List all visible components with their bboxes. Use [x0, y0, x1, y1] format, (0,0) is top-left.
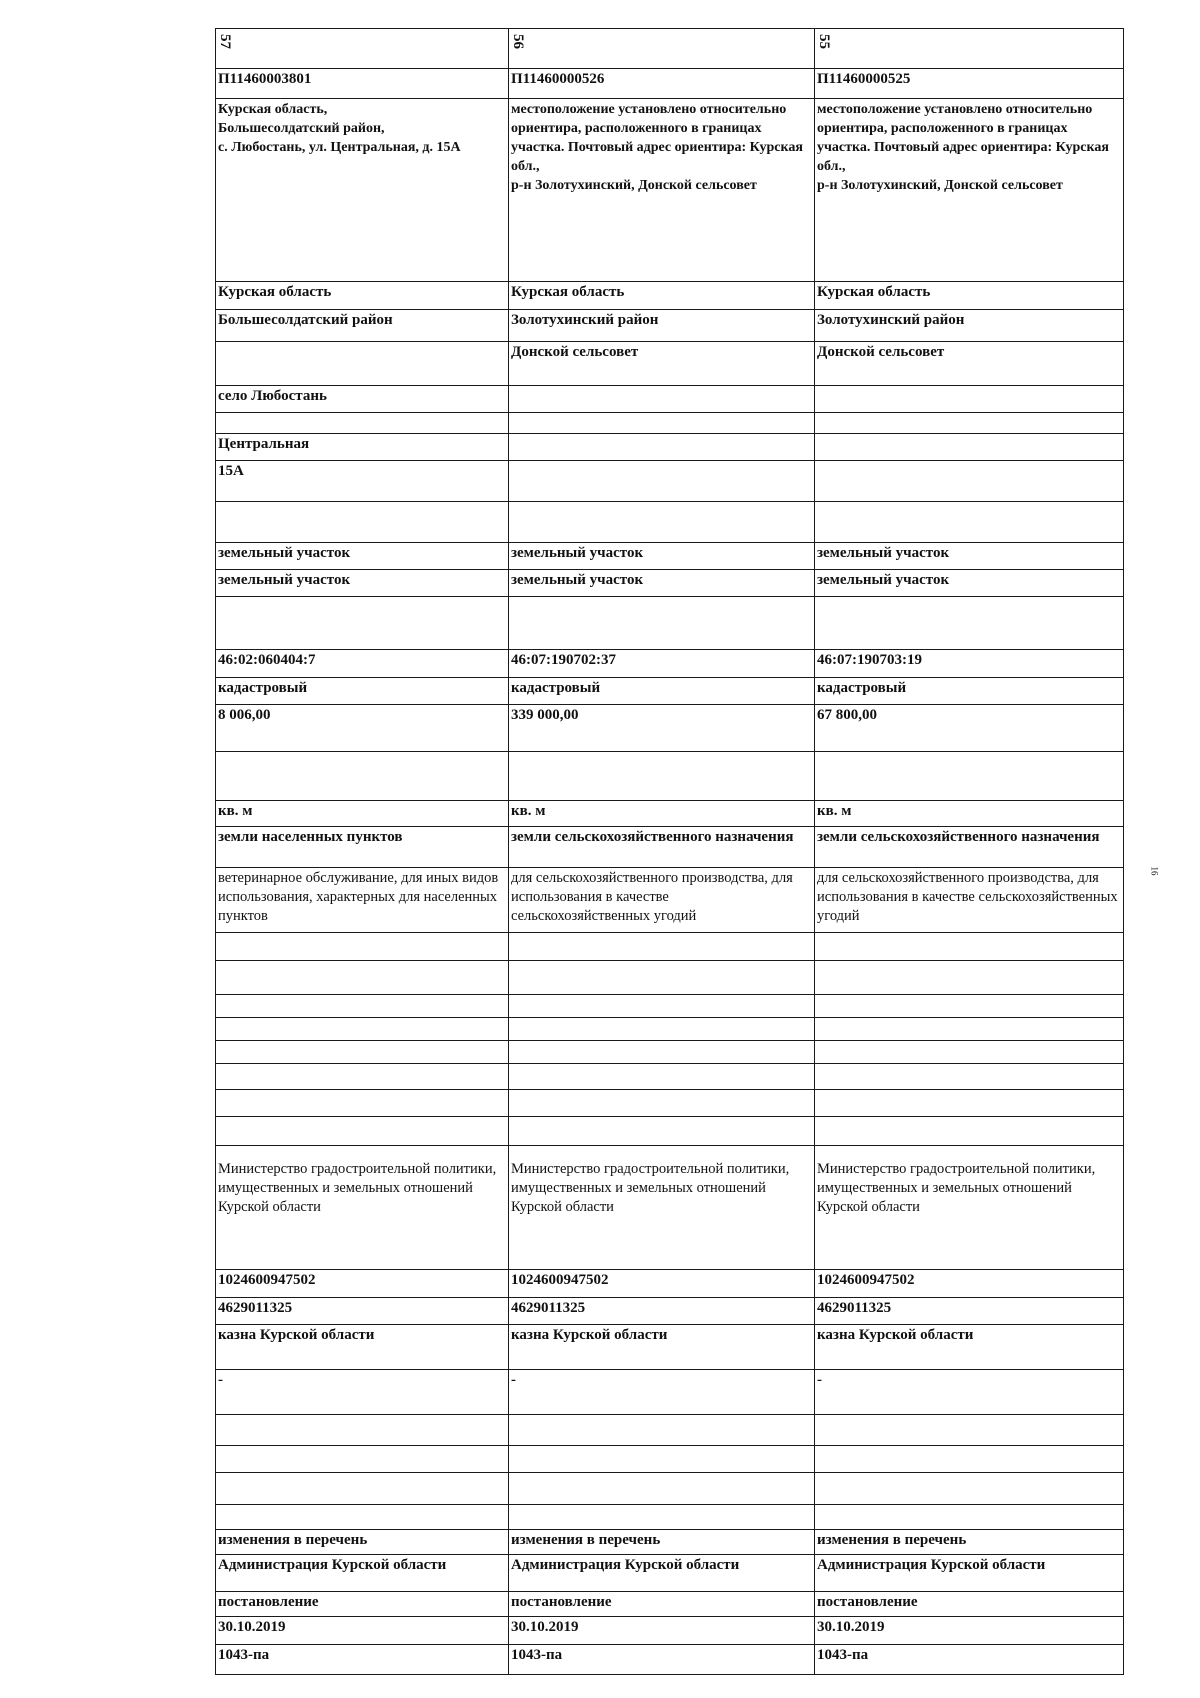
table-cell [216, 29, 509, 69]
cell-text: для сельскохозяйственного производства, для использования в качестве сельскохозяйственных угодий [511, 870, 793, 924]
table-row [216, 413, 1124, 434]
table-cell [509, 413, 815, 434]
table-cell [509, 961, 815, 995]
table-cell [216, 1473, 509, 1505]
table-row [216, 386, 1124, 413]
cell-text: 46:07:190703:19 [817, 652, 922, 668]
cell-text: Курская область [218, 284, 332, 300]
cell-text: 1043-па [218, 1647, 270, 1663]
table-cell [509, 597, 815, 650]
cell-text: Министерство градостроительной политики, имущественных и земельных отношений Курской области [511, 1161, 790, 1215]
cell-text: Министерство градостроительной политики, имущественных и земельных отношений Курской области [817, 1161, 1096, 1215]
cell-text: Золотухинский район [817, 312, 965, 328]
cell-text: кадастровый [817, 680, 907, 696]
cell-text: кадастровый [218, 680, 308, 696]
table-cell [509, 1146, 815, 1270]
cell-text: П11460000526 [511, 71, 605, 87]
cell-text: земли сельскохозяйственного назначения [511, 829, 794, 845]
table-cell [815, 434, 1124, 461]
cell-text: земли населенных пунктов [218, 829, 403, 845]
table-cell [509, 1325, 815, 1370]
table-cell [815, 310, 1124, 342]
table-cell [815, 1270, 1124, 1298]
table-row [216, 1592, 1124, 1617]
table-row [216, 801, 1124, 827]
table-cell [815, 827, 1124, 868]
cell-text: земельный участок [218, 572, 351, 588]
table-cell [815, 933, 1124, 961]
table-cell [216, 1064, 509, 1090]
table-row [216, 1270, 1124, 1298]
table-cell [509, 1592, 815, 1617]
cell-text: 1024600947502 [511, 1272, 609, 1288]
cell-text: постановление [511, 1594, 612, 1610]
table-cell [815, 801, 1124, 827]
table-cell [216, 650, 509, 678]
cell-text: 4629011325 [218, 1300, 293, 1316]
cell-text: 30.10.2019 [218, 1619, 286, 1635]
table-cell [509, 752, 815, 801]
table-cell [509, 1555, 815, 1592]
cell-text: местоположение установлено относительно ориентира, расположенного в границах участка. Почтовый адрес ориентира: Курская обл., р-н Золотухинский, Донской сельсовет [511, 102, 803, 193]
table-row [216, 1018, 1124, 1041]
table-cell [509, 1117, 815, 1146]
cell-text: Центральная [218, 436, 310, 452]
table-cell [509, 1505, 815, 1530]
table-cell [509, 1041, 815, 1064]
table-cell [509, 502, 815, 543]
cell-text: 67 800,00 [817, 707, 877, 723]
cell-text: земельный участок [817, 545, 950, 561]
table-cell [216, 678, 509, 705]
table-cell [216, 1146, 509, 1270]
table-cell [509, 99, 815, 282]
page-number: 16 [1149, 866, 1160, 876]
cell-text: 15А [218, 463, 244, 479]
cell-text: земли сельскохозяйственного назначения [817, 829, 1100, 845]
table-cell [216, 801, 509, 827]
table-row [216, 543, 1124, 570]
table-cell [216, 386, 509, 413]
table-cell [216, 1617, 509, 1645]
table-row [216, 678, 1124, 705]
table-cell [509, 282, 815, 310]
cell-text: постановление [817, 1594, 918, 1610]
table-cell [216, 342, 509, 386]
table-row [216, 1041, 1124, 1064]
cell-text: для сельскохозяйственного производства, для использования в качестве сельскохозяйственных угодий [817, 870, 1118, 924]
table-cell [509, 827, 815, 868]
table-cell [509, 1270, 815, 1298]
table-cell [815, 597, 1124, 650]
table-cell [509, 868, 815, 933]
table-row [216, 99, 1124, 282]
table-row [216, 1617, 1124, 1645]
cell-text: Министерство градостроительной политики, имущественных и земельных отношений Курской области [218, 1161, 497, 1215]
cell-text: село Любостань [218, 388, 327, 404]
table-cell [216, 1298, 509, 1325]
table-cell [815, 961, 1124, 995]
table-cell [216, 1370, 509, 1415]
table-row [216, 1505, 1124, 1530]
cell-text: Курская область [511, 284, 625, 300]
table-cell [509, 1064, 815, 1090]
cell-text: 8 006,00 [218, 707, 271, 723]
table-row [216, 705, 1124, 752]
table-cell [815, 1446, 1124, 1473]
table-row [216, 502, 1124, 543]
table-cell [815, 543, 1124, 570]
table-cell [509, 650, 815, 678]
cell-text: 30.10.2019 [817, 1619, 885, 1635]
table-cell [509, 933, 815, 961]
table-cell [216, 1505, 509, 1530]
table-row [216, 1473, 1124, 1505]
table-cell [509, 434, 815, 461]
cell-text: кв. м [218, 803, 253, 819]
table-row [216, 1298, 1124, 1325]
table-cell [216, 282, 509, 310]
table-cell [815, 1645, 1124, 1675]
table-row [216, 282, 1124, 310]
table-cell [815, 995, 1124, 1018]
table-cell [216, 961, 509, 995]
table-row [216, 1370, 1124, 1415]
table-row [216, 1064, 1124, 1090]
table-cell [815, 705, 1124, 752]
table-row [216, 933, 1124, 961]
cell-text: 4629011325 [511, 1300, 586, 1316]
table-cell [509, 461, 815, 502]
cell-text: кадастровый [511, 680, 601, 696]
cell-text: земельный участок [218, 545, 351, 561]
cell-text: Администрация Курской области [218, 1557, 447, 1573]
cell-text: кв. м [817, 803, 852, 819]
cell-text: Курская область, Большесолдатский район, с. Любостань, ул. Центральная, д. 15А [218, 102, 461, 155]
table-row [216, 1415, 1124, 1446]
table-cell [815, 868, 1124, 933]
column-number: 57 [217, 34, 233, 49]
cell-text: изменения в перечень [218, 1532, 368, 1548]
table-cell [815, 502, 1124, 543]
table-cell [216, 1018, 509, 1041]
cell-text: земельный участок [817, 572, 950, 588]
table-row [216, 1446, 1124, 1473]
cell-text: казна Курской области [218, 1327, 375, 1343]
table-cell [509, 1530, 815, 1555]
table-cell [815, 29, 1124, 69]
table-row [216, 310, 1124, 342]
table-cell [509, 310, 815, 342]
cell-text: Донской сельсовет [511, 344, 639, 360]
table-cell [815, 1146, 1124, 1270]
table-row [216, 827, 1124, 868]
table-cell [216, 1446, 509, 1473]
table-row [216, 1530, 1124, 1555]
table-row [216, 752, 1124, 801]
table-row [216, 1117, 1124, 1146]
table-row [216, 570, 1124, 597]
table-cell [815, 1117, 1124, 1146]
table-cell [509, 705, 815, 752]
table-cell [509, 1415, 815, 1446]
table-cell [815, 1041, 1124, 1064]
table-cell [509, 1473, 815, 1505]
cell-text: постановление [218, 1594, 319, 1610]
table-cell [815, 650, 1124, 678]
cell-text: Донской сельсовет [817, 344, 945, 360]
table-row [216, 961, 1124, 995]
table-cell [216, 868, 509, 933]
table-cell [815, 1018, 1124, 1041]
table-cell [815, 1530, 1124, 1555]
cell-text: земельный участок [511, 572, 644, 588]
table-row [216, 1146, 1124, 1270]
table-cell [216, 413, 509, 434]
table-cell [216, 752, 509, 801]
table-row [216, 461, 1124, 502]
table-cell [216, 1117, 509, 1146]
table-cell [815, 1592, 1124, 1617]
cell-text: 339 000,00 [511, 707, 579, 723]
table-cell [509, 801, 815, 827]
cell-text: 30.10.2019 [511, 1619, 579, 1635]
cell-text: местоположение установлено относительно ориентира, расположенного в границах участка. Почтовый адрес ориентира: Курская обл., р-н Золотухинский, Донской сельсовет [817, 102, 1109, 193]
table-row [216, 1325, 1124, 1370]
table-cell [216, 1555, 509, 1592]
table-cell [216, 1041, 509, 1064]
cell-text: 1024600947502 [218, 1272, 316, 1288]
cell-text: 46:07:190702:37 [511, 652, 616, 668]
table-cell [815, 99, 1124, 282]
cell-text: - [817, 1372, 822, 1388]
table-cell [216, 570, 509, 597]
cell-text: ветеринарное обслуживание, для иных видов использования, характерных для населенных пунктов [218, 870, 499, 924]
table-cell [815, 1555, 1124, 1592]
cell-text: П11460000525 [817, 71, 911, 87]
table-cell [509, 69, 815, 99]
table-cell [509, 1645, 815, 1675]
table-cell [216, 827, 509, 868]
table-cell [216, 99, 509, 282]
cell-text: 1024600947502 [817, 1272, 915, 1288]
table-cell [815, 386, 1124, 413]
table-row [216, 434, 1124, 461]
table-cell [216, 1325, 509, 1370]
table-cell [815, 461, 1124, 502]
table-row [216, 69, 1124, 99]
table-cell [509, 1090, 815, 1117]
table-row [216, 868, 1124, 933]
table-cell [509, 1370, 815, 1415]
cell-text: 46:02:060404:7 [218, 652, 316, 668]
cell-text: казна Курской области [511, 1327, 668, 1343]
cell-text: изменения в перечень [817, 1532, 967, 1548]
table-cell [815, 1090, 1124, 1117]
cell-text: изменения в перечень [511, 1532, 661, 1548]
table-cell [815, 69, 1124, 99]
table-cell [216, 705, 509, 752]
cell-text: П11460003801 [218, 71, 312, 87]
table-cell [216, 1270, 509, 1298]
table-cell [509, 342, 815, 386]
table-cell [815, 1064, 1124, 1090]
table-cell [216, 1530, 509, 1555]
table-cell [216, 1592, 509, 1617]
table-cell [216, 1090, 509, 1117]
table-cell [815, 1473, 1124, 1505]
table-cell [815, 1617, 1124, 1645]
table-cell [216, 434, 509, 461]
table-cell [509, 995, 815, 1018]
table-cell [509, 1617, 815, 1645]
table-cell [815, 282, 1124, 310]
table-cell [815, 752, 1124, 801]
cell-text: - [511, 1372, 516, 1388]
table-row [216, 1555, 1124, 1592]
table-cell [815, 1370, 1124, 1415]
table-cell [509, 29, 815, 69]
table-cell [815, 342, 1124, 386]
table-row [216, 995, 1124, 1018]
table-row [216, 29, 1124, 69]
cell-text: Курская область [817, 284, 931, 300]
table-cell [509, 1446, 815, 1473]
cell-text: - [218, 1372, 223, 1388]
cell-text: 1043-па [817, 1647, 869, 1663]
cell-text: 4629011325 [817, 1300, 892, 1316]
cell-text: Большесолдатский район [218, 312, 393, 328]
cell-text: казна Курской области [817, 1327, 974, 1343]
table-cell [216, 69, 509, 99]
table-cell [509, 386, 815, 413]
cell-text: Администрация Курской области [817, 1557, 1046, 1573]
table-row [216, 1090, 1124, 1117]
table-row [216, 597, 1124, 650]
cell-text: земельный участок [511, 545, 644, 561]
cell-text: Золотухинский район [511, 312, 659, 328]
land-registry-table [215, 28, 1124, 1675]
table-cell [815, 570, 1124, 597]
table-cell [509, 570, 815, 597]
table-cell [216, 461, 509, 502]
table-cell [815, 413, 1124, 434]
table-cell [216, 597, 509, 650]
table-cell [815, 1298, 1124, 1325]
table-cell [216, 933, 509, 961]
table-body [216, 29, 1124, 1675]
cell-text: кв. м [511, 803, 546, 819]
table-cell [815, 1505, 1124, 1530]
table-cell [815, 1415, 1124, 1446]
table-cell [815, 678, 1124, 705]
column-number: 56 [510, 34, 526, 49]
cell-text: Администрация Курской области [511, 1557, 740, 1573]
table-cell [216, 543, 509, 570]
cell-text: 1043-па [511, 1647, 563, 1663]
table-cell [216, 502, 509, 543]
table-cell [509, 543, 815, 570]
table-row [216, 342, 1124, 386]
table-cell [509, 1298, 815, 1325]
table-cell [815, 1325, 1124, 1370]
table-row [216, 650, 1124, 678]
table-cell [509, 678, 815, 705]
table-cell [216, 1645, 509, 1675]
column-number: 55 [816, 34, 832, 49]
table-cell [509, 1018, 815, 1041]
table-cell [216, 310, 509, 342]
table-cell [216, 1415, 509, 1446]
table-row [216, 1645, 1124, 1675]
table-cell [216, 995, 509, 1018]
